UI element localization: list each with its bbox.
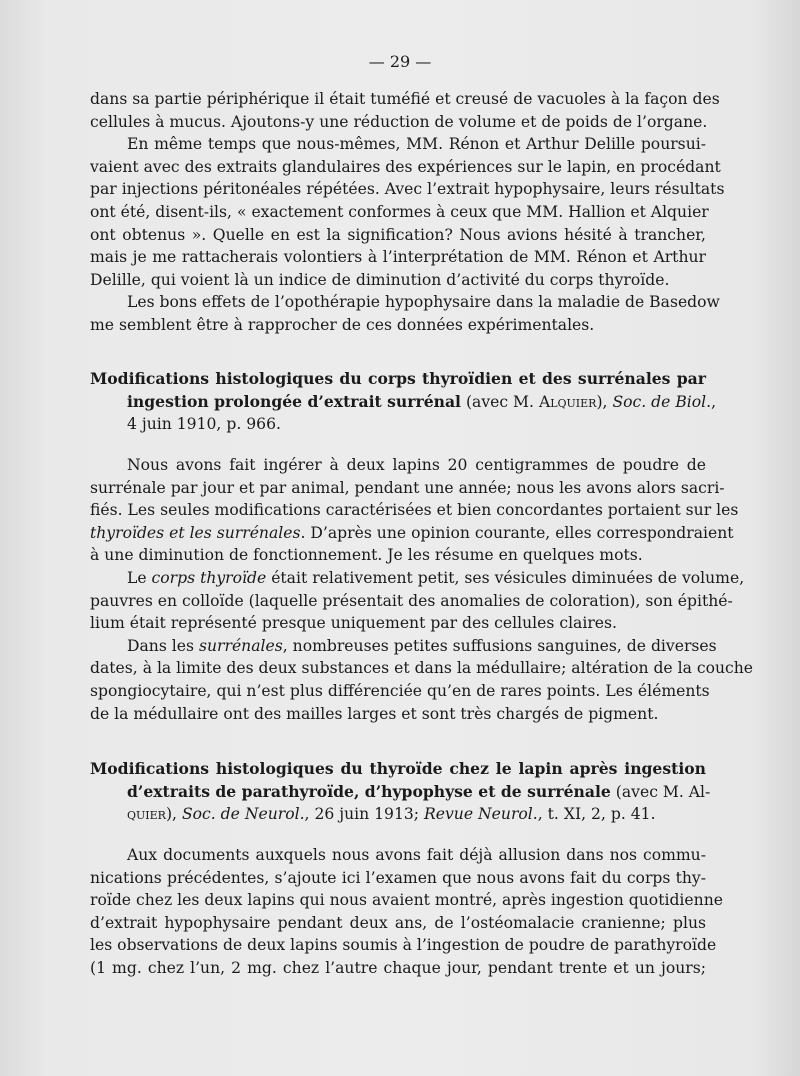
text-line: cellules à mucus. Ajoutons-y une réduction de volume et de poids de l’organe.: [90, 112, 708, 131]
paragraph-block-1: [90, 88, 725, 337]
author-name: Alquier: [538, 392, 597, 411]
text-line: surrénale par jour et par animal, pendant une année; nous les avons alors sacri-: [90, 478, 725, 497]
text-line: (1 mg. chez l’un, 2 mg. chez l’autre chaque jour, pendant trente et un jours;: [90, 958, 706, 977]
text-line: dates, à la limite des deux substances et dans la médullaire; altération de la couche: [90, 659, 754, 678]
heading-text: ),: [596, 392, 613, 411]
text-line: Les bons effets de l’opothérapie hypophysaire dans la maladie de Basedow: [127, 293, 720, 312]
text-line: d’extrait hypophysaire pendant deux ans, de l’ostéomalacie cranienne; plus: [90, 913, 706, 932]
text-line: lium était représenté presque uniquement par des cellules claires.: [90, 614, 617, 633]
text-line: Aux documents auxquels nous avons fait déjà allusion dans nos commu-: [127, 846, 706, 864]
italic-term: corps thyroïde: [151, 568, 267, 587]
text-line: Delille, qui voient là un indice de diminution d’activité du corps thyroïde.: [90, 270, 670, 289]
text-line: ont obtenus ». Quelle en est la signification? Nous avions hésité à trancher,: [90, 225, 706, 244]
text-line: [90, 522, 734, 545]
heading-text: (avec M.: [460, 392, 539, 411]
text-line: vaient avec des extraits glandulaires des expériences sur le lapin, en procédant: [90, 157, 721, 176]
text-span: Le: [127, 568, 152, 587]
section-heading-2: [90, 758, 711, 826]
italic-term: surrénales: [198, 636, 283, 655]
author-name: quier: [127, 805, 166, 824]
journal-name: Soc. de Neurol.: [181, 805, 305, 824]
journal-name: Revue Neurol.: [424, 805, 538, 824]
text-line: à une diminution de fonctionnement. Je les résume en quelques mots.: [90, 546, 643, 565]
heading-text: ),: [165, 805, 182, 824]
text-line: me semblent être à rapprocher de ces données expérimentales.: [90, 315, 595, 334]
heading-bold-text: ingestion prolongée d’extrait surrénal: [127, 391, 461, 411]
heading-text: , t. XI, 2, p. 41.: [537, 805, 656, 824]
paragraph-block-3: [90, 844, 723, 980]
heading-line: Modifications histologiques du thyroïde chez le lapin après ingestion: [90, 759, 706, 778]
heading-line: [90, 781, 711, 804]
heading-line: [90, 391, 717, 414]
heading-text: ,: [711, 392, 717, 411]
text-line: Nous avons fait ingérer à deux lapins 20 centigrammes de poudre de: [127, 456, 706, 474]
text-line: les observations de deux lapins soumis à l’ingestion de poudre de parathyroïde: [90, 936, 717, 955]
text-line: mais je me rattacherais volontiers à l’interprétation de MM. Rénon et Arthur: [90, 248, 706, 267]
text-line: roïde chez les deux lapins qui nous avaient montré, après ingestion quotidienne: [90, 891, 723, 910]
text-line: de la médullaire ont des mailles larges et sont très chargés de pigment.: [90, 704, 659, 723]
text-line: par injections péritonéales répétées. Avec l’extrait hypophysaire, leurs résultats: [90, 180, 725, 199]
section-heading-1: [90, 368, 717, 436]
paragraph-block-2: [90, 454, 754, 725]
text-line: [90, 567, 745, 590]
text-line: [90, 635, 717, 658]
page-number: — 29 —: [368, 52, 432, 71]
heading-text: , 26 juin 1913;: [304, 805, 425, 824]
heading-line: Modifications histologiques du corps thyroïdien et des surrénales par: [90, 369, 706, 388]
text-line: fiés. Les seules modifications caractérisées et bien concordantes portaient sur les: [90, 501, 739, 520]
text-line: ont été, disent-ils, « exactement conformes à ceux que MM. Hallion et Alquier: [90, 202, 709, 221]
text-span: Dans les: [127, 636, 199, 655]
italic-term: thyroïdes et les surrénales: [90, 523, 301, 542]
text-span: était relativement petit, ses vésicules diminuées de volume,: [266, 568, 745, 587]
text-line: dans sa partie périphérique il était tuméfié et creusé de vacuoles à la façon des: [90, 90, 720, 108]
text-line: pauvres en colloïde (laquelle présentait des anomalies de coloration), son épithé-: [90, 591, 733, 610]
text-span: , nombreuses petites suffusions sanguines, de diverses: [282, 636, 717, 655]
heading-text: (avec M. Al-: [610, 782, 711, 801]
heading-bold-text: d’extraits de parathyroïde, d’hypophyse et de surrénale: [127, 781, 611, 801]
journal-name: Soc. de Biol.: [612, 392, 712, 411]
text-line: spongiocytaire, qui n’est plus différenciée qu’en de rares points. Les éléments: [90, 681, 710, 700]
heading-line: [90, 803, 706, 826]
text-line: En même temps que nous-mêmes, MM. Rénon et Arthur Delille poursui-: [127, 135, 706, 154]
text-line: nications précédentes, s’ajoute ici l’examen que nous avons fait du corps thy-: [90, 868, 706, 887]
text-span: . D’après une opinion courante, elles correspondraient: [300, 523, 734, 542]
heading-line: 4 juin 1910, p. 966.: [127, 415, 281, 434]
